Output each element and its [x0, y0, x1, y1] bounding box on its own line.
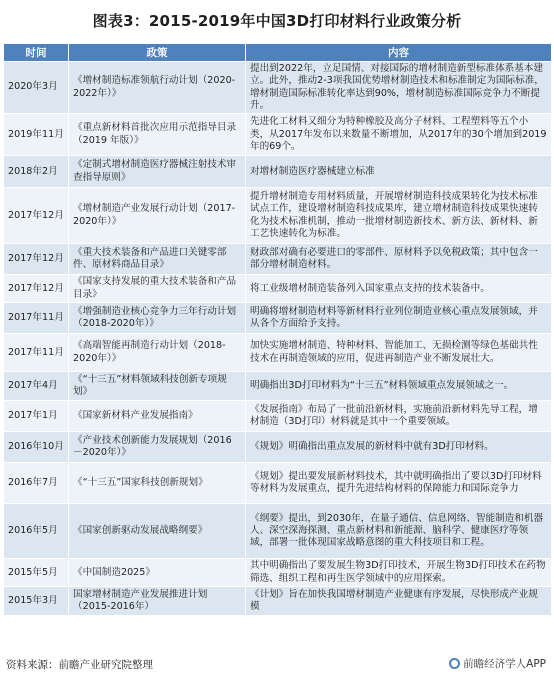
- row-content: 其中明确指出了要发展生物3D打印技术，开展生物3D打印技术在药物筛选、组织工程和再生医学领域中的应用探索。: [246, 559, 552, 587]
- row-time: 2017年12月: [4, 275, 69, 303]
- row-policy: 《重点新材料首批次应用示范指导目录（2019 年版）》: [69, 114, 246, 156]
- row-policy: 《高端智能再制造行动计划（2018-2020年）》: [69, 334, 246, 372]
- column-header-time: 时间: [4, 44, 69, 62]
- table-row: [4, 401, 552, 432]
- row-content: 《计划》旨在加快我国增材制造产业健康有序发展，尽快形成产业规模: [246, 587, 552, 616]
- row-time: 2016年10月: [4, 432, 69, 463]
- row-content: 《规划》明确指出重点发展的新材料中就有3D打印材料。: [246, 432, 552, 463]
- row-time: 2015年3月: [4, 587, 69, 616]
- row-policy: 《增材制造标准领航行动计划（2020-2022年）》: [69, 62, 246, 114]
- column-header-content: 内容: [246, 44, 552, 62]
- row-content: 《规划》提出要发展新材料技术，其中就明确指出了要以3D打印材料等材料为发展重点，提升先进结构材料的保障能力和国际竞争力: [246, 463, 552, 504]
- row-time: 2017年12月: [4, 188, 69, 244]
- row-content: 加快实施增材制造、特种材料、智能加工、无损检测等绿色基础共性技术在再制造领域的应用，促进再制造产业不断发展壮大。: [246, 334, 552, 372]
- row-policy: 《“十三五”材料领域科技创新专项规划》: [69, 372, 246, 401]
- row-policy: 《国家创新驱动发展战略纲要》: [69, 504, 246, 559]
- row-time: 2017年11月: [4, 334, 69, 372]
- source-note: 资料来源：前瞻产业研究院整理: [6, 659, 153, 671]
- row-policy: 《国家新材料产业发展指南》: [69, 401, 246, 432]
- table-row: [4, 334, 552, 372]
- row-content: 提升增材制造专用材料质量，开展增材制造科技成果转化为技术标准试点工作，建设增材制造科技成果库，建立增材制造科技成果快速转化为技术标准机制，推动一批增材制造新技术、新方法、新材料、新工艺快速转化为标准。: [246, 188, 552, 244]
- row-time: 2017年4月: [4, 372, 69, 401]
- table-row: [4, 432, 552, 463]
- row-time: 2019年11月: [4, 114, 69, 156]
- table-header-row: [4, 44, 552, 62]
- table-row: [4, 188, 552, 244]
- row-policy: 《增材制造产业发展行动计划（2017-2020年）》: [69, 188, 246, 244]
- table-row: [4, 303, 552, 334]
- table-row: [4, 587, 552, 616]
- policy-table: [3, 43, 552, 616]
- row-time: 2017年12月: [4, 244, 69, 275]
- row-policy: 国家增材制造产业发展推进计划（2015-2016年）: [69, 587, 246, 616]
- row-policy: 《增强制造业核心竞争力三年行动计划（2018-2020年）》: [69, 303, 246, 334]
- brand-mark-icon: [449, 658, 460, 669]
- row-time: 2017年11月: [4, 303, 69, 334]
- brand-label: 前瞻经济学人APP: [463, 658, 546, 670]
- row-content: 将工业级增材制造装备列入国家重点支持的技术装备中。: [246, 275, 552, 303]
- column-header-policy: 政策: [69, 44, 246, 62]
- row-policy: 《国家支持发展的重大技术装备和产品目录》: [69, 275, 246, 303]
- table-row: [4, 372, 552, 401]
- row-content: 先进化工材料又细分为特种橡胶及高分子材料、工程塑料等五个小类，从2017年发布以来数量不断增加，从2017年的30个增加到2019年的69个。: [246, 114, 552, 156]
- table-row: [4, 244, 552, 275]
- row-content: 明确指出3D打印材料为“十三五”材料领域重点发展领域之一。: [246, 372, 552, 401]
- table-row: [4, 156, 552, 188]
- table-row: [4, 114, 552, 156]
- row-time: 2018年2月: [4, 156, 69, 188]
- row-content: 明确将增材制造材料等新材料行业列位制造业核心重点发展领域，并从各个方面给予支持。: [246, 303, 552, 334]
- row-policy: 《定制式增材制造医疗器械注射技术审查指导原则》: [69, 156, 246, 188]
- brand-logo: [449, 656, 546, 671]
- row-content: 对增材制造医疗器械建立标准: [246, 156, 552, 188]
- table-row: [4, 463, 552, 504]
- row-policy: 《中国制造2025》: [69, 559, 246, 587]
- chart-title: 图表3：2015-2019年中国3D打印材料行业政策分析: [92, 12, 462, 30]
- row-time: 2015年5月: [4, 559, 69, 587]
- row-content: 《发展指南》布局了一批前沿新材料，实施前沿新材料先导工程，增材制造（3D打印）材料就是其中一个重要领域。: [246, 401, 552, 432]
- row-time: 2020年3月: [4, 62, 69, 114]
- row-policy: 《重大技术装备和产品进口关键零部件、原材料商品目录》: [69, 244, 246, 275]
- row-time: 2016年7月: [4, 463, 69, 504]
- table-row: [4, 62, 552, 114]
- table-row: [4, 275, 552, 303]
- row-content: 财政部对确有必要进口的零部件、原材料予以免税政策；其中包含一部分增材制造材料。: [246, 244, 552, 275]
- row-policy: 《“十三五”国家科技创新规划》: [69, 463, 246, 504]
- row-policy: 《产业技术创新能力发展规划（2016－2020年）》: [69, 432, 246, 463]
- table-row: [4, 559, 552, 587]
- table-row: [4, 504, 552, 559]
- row-content: 《纲要》提出，到2030年，在量子通信、信息网络、智能制造和机器人、深空深海探测、重点新材料和新能源、脑科学、健康医疗等领域，部署一批体现国家战略意图的重大科技项目和工程。: [246, 504, 552, 559]
- row-time: 2016年5月: [4, 504, 69, 559]
- row-time: 2017年1月: [4, 401, 69, 432]
- row-content: 提出到2022年，立足国情、对接国际的增材制造新型标准体系基本建立。此外，推动2-3项我国优势增材制造技术和标准制定为国际标准，增材制造国际标准转化率达到90%，增材制造标准国际竞争力不断提升。: [246, 62, 552, 114]
